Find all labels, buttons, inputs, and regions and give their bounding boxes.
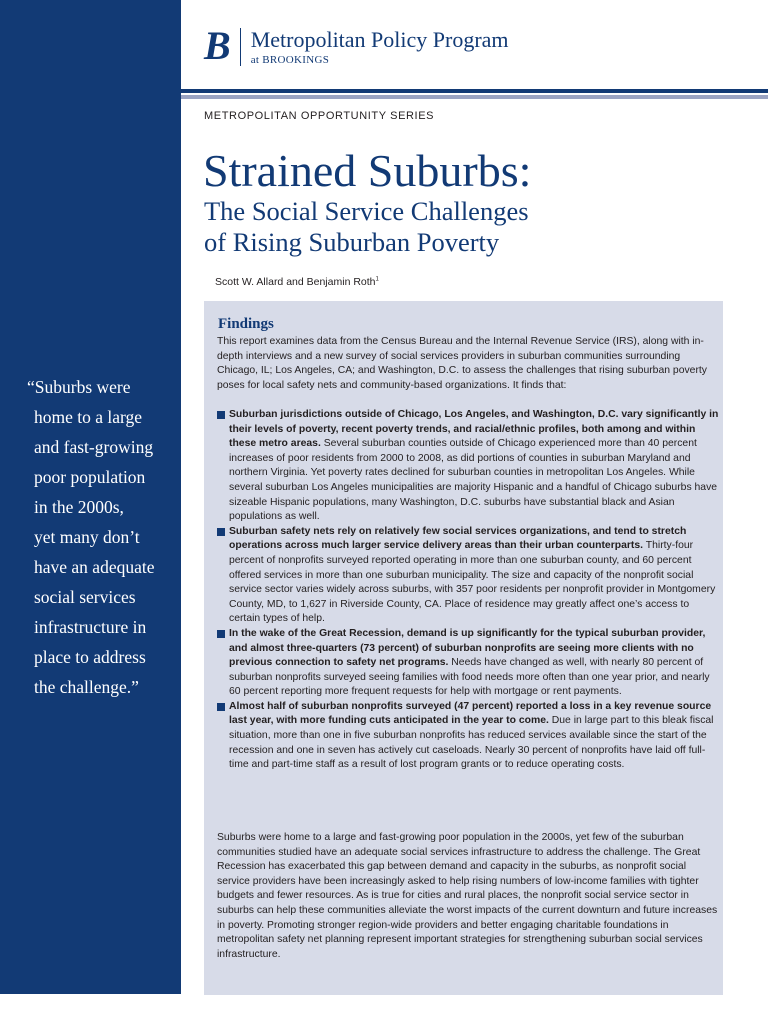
square-bullet-icon <box>217 630 225 638</box>
pull-quote <box>0 372 181 702</box>
square-bullet-icon <box>217 411 225 419</box>
pull-quote-line: infrastructure in <box>34 617 147 637</box>
finding-item <box>216 700 719 773</box>
report-subtitle <box>204 196 529 258</box>
finding-lead: Suburban safety nets rely on relatively few social services organizations, and tend to stretch operations across much larger service delivery areas than their urban counterparts. <box>229 525 687 552</box>
finding-lead: In the wake of the Great Recession, demand is up significantly for the typical suburban provider, and almost three-quarters (73 percent) of suburban nonprofits are seeing more clients with no previous connection to safety net programs. <box>229 627 706 669</box>
author-names: Scott W. Allard and Benjamin Roth <box>215 276 376 288</box>
finding-item <box>216 525 719 627</box>
finding-body: Several suburban counties outside of Chicago experienced more than 40 percent increases of poor residents from 2000 to 2008, as did portions of counties in suburban Maryland and northern Virginia. Yet poverty rates declined for suburban counties in metropolitan Los Angeles. While several suburban Los Angeles municipalities are majority Hispanic and a handful of Chicago suburbs have sizeable Hispanic populations, many Washington, D.C. suburbs have substantial black and Asian populations as well. <box>229 438 718 523</box>
subtitle-line: of Rising Suburban Poverty <box>204 227 500 257</box>
report-title: Strained Suburbs: <box>203 145 532 196</box>
header-rule-light <box>181 95 768 99</box>
pull-quote-line: “Suburbs were <box>27 377 131 397</box>
finding-item <box>216 408 719 525</box>
logo-divider <box>240 28 241 66</box>
finding-body: Needs have changed as well, with nearly 80 percent of suburban nonprofits surveyed seeing families with food needs more often than one year prior, and nearly 60 percent reporting more frequent requests for help with mortgage or rent payments. <box>229 657 710 698</box>
authors <box>215 276 379 288</box>
pull-quote-line: place to address <box>34 647 146 667</box>
pull-quote-line: social services <box>34 587 136 607</box>
finding-item <box>216 627 719 700</box>
pull-quote-line: in the 2000s, <box>34 497 124 517</box>
finding-body: Thirty-four percent of nonprofits surveyed reported operating in more than one suburban county, and 60 percent offered services in more than one suburban municipality. The size and capacity of the nonprofit social service sector varies widely across suburbs, with 357 poor residents per nonprofit provider in Montgomery County, MD, to 1,627 in Riverside County, CA. Place of residence may greatly affect one’s access to certain types of help. <box>229 540 716 625</box>
finding-lead: Suburban jurisdictions outside of Chicago, Los Angeles, and Washington, D.C. vary significantly in their levels of poverty, recent poverty trends, and racial/ethnic profiles, both among and within these metro areas. <box>229 409 719 450</box>
header-rule <box>181 89 768 93</box>
pull-quote-line: home to a large <box>34 407 143 427</box>
footnote-marker: 1 <box>375 276 379 283</box>
left-sidebar-band <box>0 0 181 994</box>
at-brookings: at BROOKINGS <box>250 54 330 66</box>
series-label: METROPOLITAN OPPORTUNITY SERIES <box>204 110 435 122</box>
finding-lead: Almost half of suburban nonprofits surveyed (47 percent) reported a loss in a key revenue source last year, with more funding cuts anticipated in the year to come. <box>229 700 712 727</box>
pull-quote-line: poor population <box>34 467 146 487</box>
logo-text <box>251 28 509 66</box>
square-bullet-icon <box>217 703 225 711</box>
brookings-logo <box>204 23 509 68</box>
findings-list <box>216 408 719 773</box>
square-bullet-icon <box>217 528 225 536</box>
findings-intro: This report examines data from the Census Bureau and the Internal Revenue Service (IRS), along with in-depth interviews and a new survey of social services providers in suburban communities surrounding Chicago, IL; Los Angeles, CA; and Washington, D.C. to assess the challenges that rising suburban poverty poses for local safety nets and community-based organizations. It finds that: <box>217 336 707 391</box>
brookings-b-icon: B <box>204 23 231 68</box>
pull-quote-line: and fast-growing <box>34 437 154 457</box>
finding-body: Due in large part to this bleak fiscal situation, more than one in five suburban nonprofits has reduced services available since the start of the recession and one in seven has actively cut caseloads. Nearly 30 percent of nonprofits have laid off full-time and part-time staff as a result of lost program grants or to reduce operating costs. <box>229 715 714 771</box>
findings-heading: Findings <box>218 316 274 332</box>
pull-quote-line: the challenge.” <box>34 677 139 697</box>
pull-quote-line: yet many don’t <box>34 527 140 547</box>
findings-closing: Suburbs were home to a large and fast-growing poor population in the 2000s, yet few of the suburban communities studied have an adequate social services infrastructure to address the challenge. The Great Recession has exacerbated this gap between demand and capacity in the suburbs, as nonprofit social service providers have been increasingly asked to help rising numbers of low-income families with tighter budgets and fewer resources. As is true for cities and rural places, the nonprofit social service sector in suburbs can help these communities alleviate the worst impacts of the current downturn and future increases in poverty. Promoting stronger region-wide providers and better engaging charitable foundations in metropolitan safety net planning represent important strategies for strengthening suburban social services infrastructure. <box>217 832 718 960</box>
program-name: Metropolitan Policy Program <box>250 27 509 52</box>
pull-quote-line: have an adequate <box>34 557 155 577</box>
subtitle-line: The Social Service Challenges <box>204 196 529 226</box>
